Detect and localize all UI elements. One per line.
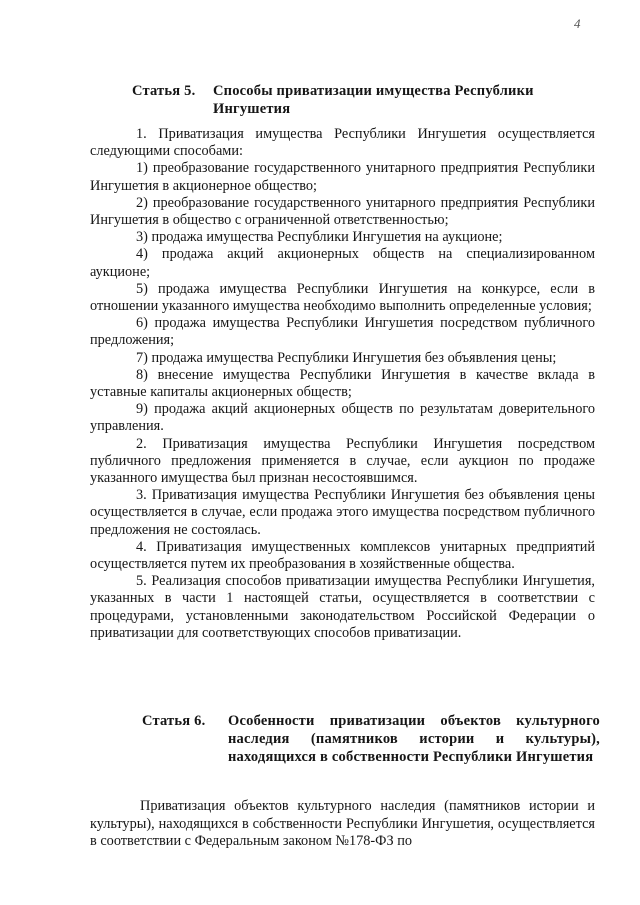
- paragraph: 3) продажа имущества Республики Ингушетия на аукционе;: [136, 229, 503, 246]
- paragraph: 5. Реализация способов приватизации имущества Республики Ингушетия, указанных в части 1 настоящей статьи, осуществляется в соответствии с процедурами, установленными законодательством Российской Федерации о приватизации для соответствующих способов приватизации.: [90, 573, 595, 641]
- paragraph: 2) преобразование государственного унитарного предприятия Республики Ингушетия в общество с ограниченной ответственностью;: [90, 194, 595, 229]
- paragraph: 8) внесение имущества Республики Ингушетия в качестве вклада в уставные капиталы акционерных обществ;: [90, 366, 595, 401]
- paragraph: 3. Приватизация имущества Республики Ингушетия без объявления цены осуществляется в случае, если продажа этого имущества посредством публичного предложения не состоялась.: [90, 487, 595, 538]
- article-5-body: [90, 126, 595, 642]
- paragraph: 1. Приватизация имущества Республики Ингушетия осуществляется следующими способами:: [90, 126, 595, 160]
- paragraph: 2. Приватизация имущества Республики Ингушетия посредством публичного предложения применяется в случае, если аукцион по продаже указанного имущества был признан несостоявшимся.: [90, 435, 595, 487]
- paragraph: 4) продажа акций акционерных обществ на специализированном аукционе;: [90, 246, 595, 280]
- paragraph: 4. Приватизация имущественных комплексов унитарных предприятий осуществляется путем их преобразования в хозяйственные общества.: [90, 538, 595, 573]
- article-6-number: Статья 6.: [142, 713, 206, 729]
- paragraph: 9) продажа акций акционерных обществ по результатам доверительного управления.: [90, 401, 595, 435]
- page-number: 4: [574, 16, 581, 31]
- article-6-title: Особенности приватизации объектов культурного наследия (памятников истории и культуры), находящихся в собственности Республики Ингушетия: [228, 713, 600, 765]
- article-5-number: Статья 5.: [132, 83, 196, 99]
- paragraph: Приватизация объектов культурного наследия (памятников истории и культуры), находящихся в собственности Республики Ингушетия, осуществляется в соответствии с Федеральным законом №178-ФЗ по: [90, 798, 595, 850]
- paragraph: 1) преобразование государственного унитарного предприятия Республики Ингушетия в акционерное общество;: [90, 160, 595, 194]
- paragraph: 7) продажа имущества Республики Ингушетия без объявления цены;: [136, 349, 557, 366]
- paragraph: 5) продажа имущества Республики Ингушетия на конкурсе, если в отношении указанного имущества необходимо выполнить определенные условия;: [90, 280, 595, 315]
- article-5-title: Способы приватизации имущества Республики Ингушетия: [213, 83, 534, 117]
- paragraph: 6) продажа имущества Республики Ингушетия посредством публичного предложения;: [90, 315, 595, 349]
- article-6-body: [90, 798, 595, 851]
